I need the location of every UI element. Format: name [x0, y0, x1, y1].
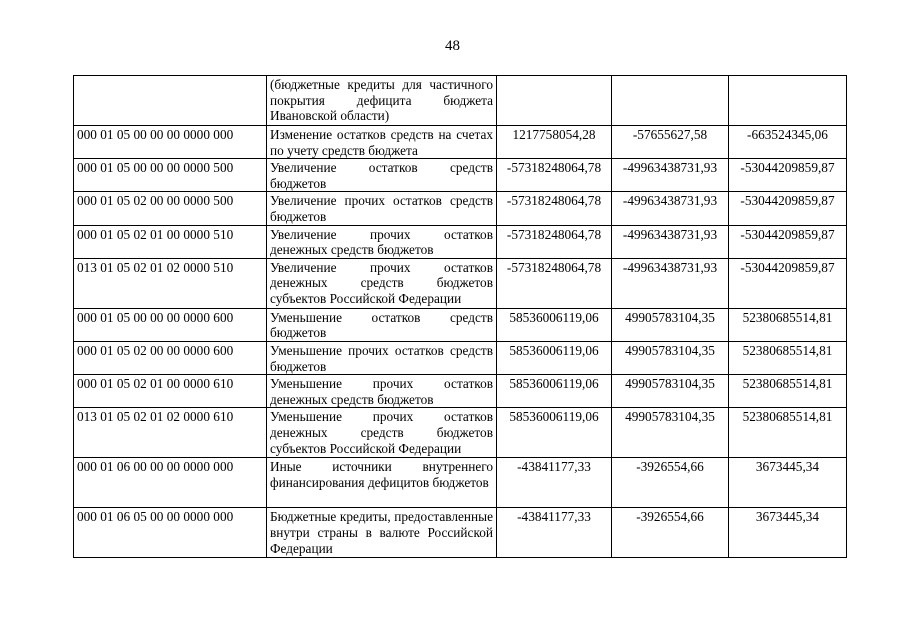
source-name-cell: Уменьшение прочих остатков денежных средств бюджетов: [267, 375, 497, 408]
source-name-cell: Изменение остатков средств на счетах по учету средств бюджета: [267, 126, 497, 159]
amount-year-3-cell: 3673445,34: [729, 458, 847, 508]
amount-year-3-cell: [729, 76, 847, 126]
source-name-cell: (бюджетные кредиты для частичного покрытия дефицита бюджета Ивановской области): [267, 76, 497, 126]
classification-code-cell: 000 01 06 00 00 00 0000 000: [74, 458, 267, 508]
amount-year-2-cell: -57655627,58: [612, 126, 729, 159]
amount-year-1-cell: -57318248064,78: [497, 159, 612, 192]
source-name-cell: Уменьшение остатков средств бюджетов: [267, 308, 497, 341]
amount-year-3-cell: 52380685514,81: [729, 375, 847, 408]
table-row: [74, 341, 847, 374]
amount-year-3-cell: -663524345,06: [729, 126, 847, 159]
amount-year-1-cell: 1217758054,28: [497, 126, 612, 159]
table-row: [74, 225, 847, 258]
table-body: [74, 76, 847, 558]
table-row: [74, 76, 847, 126]
classification-code-cell: 000 01 05 02 00 00 0000 500: [74, 192, 267, 225]
amount-year-3-cell: 52380685514,81: [729, 408, 847, 458]
source-name-cell: Уменьшение прочих остатков денежных средств бюджетов субъектов Российской Федерации: [267, 408, 497, 458]
amount-year-1-cell: 58536006119,06: [497, 375, 612, 408]
amount-year-1-cell: 58536006119,06: [497, 341, 612, 374]
amount-year-2-cell: -49963438731,93: [612, 192, 729, 225]
source-name-cell: Увеличение прочих остатков средств бюджетов: [267, 192, 497, 225]
amount-year-1-cell: -57318248064,78: [497, 258, 612, 308]
table-row: [74, 408, 847, 458]
amount-year-3-cell: -53044209859,87: [729, 225, 847, 258]
classification-code-cell: 000 01 05 02 00 00 0000 600: [74, 341, 267, 374]
amount-year-1-cell: -43841177,33: [497, 508, 612, 558]
amount-year-2-cell: -49963438731,93: [612, 258, 729, 308]
source-name-cell: Иные источники внутреннего финансирования дефицитов бюджетов: [267, 458, 497, 508]
table-row: [74, 126, 847, 159]
amount-year-2-cell: 49905783104,35: [612, 408, 729, 458]
amount-year-1-cell: [497, 76, 612, 126]
table-row: [74, 258, 847, 308]
classification-code-cell: 000 01 05 02 01 00 0000 610: [74, 375, 267, 408]
amount-year-3-cell: -53044209859,87: [729, 258, 847, 308]
amount-year-3-cell: 52380685514,81: [729, 308, 847, 341]
table-row: [74, 159, 847, 192]
classification-code-cell: 000 01 05 00 00 00 0000 600: [74, 308, 267, 341]
amount-year-2-cell: -3926554,66: [612, 458, 729, 508]
source-name-cell: Увеличение прочих остатков денежных средств бюджетов: [267, 225, 497, 258]
amount-year-1-cell: 58536006119,06: [497, 408, 612, 458]
amount-year-1-cell: 58536006119,06: [497, 308, 612, 341]
page-number: 48: [445, 38, 460, 54]
amount-year-2-cell: 49905783104,35: [612, 341, 729, 374]
table-row: [74, 458, 847, 508]
source-name-cell: Уменьшение прочих остатков средств бюджетов: [267, 341, 497, 374]
amount-year-3-cell: -53044209859,87: [729, 192, 847, 225]
amount-year-2-cell: 49905783104,35: [612, 375, 729, 408]
classification-code-cell: 000 01 06 05 00 00 0000 000: [74, 508, 267, 558]
amount-year-2-cell: -49963438731,93: [612, 159, 729, 192]
amount-year-1-cell: -57318248064,78: [497, 225, 612, 258]
table-row: [74, 192, 847, 225]
classification-code-cell: 013 01 05 02 01 02 0000 610: [74, 408, 267, 458]
classification-code-cell: 000 01 05 00 00 00 0000 000: [74, 126, 267, 159]
classification-code-cell: 013 01 05 02 01 02 0000 510: [74, 258, 267, 308]
amount-year-2-cell: 49905783104,35: [612, 308, 729, 341]
classification-code-cell: 000 01 05 00 00 00 0000 500: [74, 159, 267, 192]
classification-code-cell: 000 01 05 02 01 00 0000 510: [74, 225, 267, 258]
amount-year-2-cell: -3926554,66: [612, 508, 729, 558]
amount-year-2-cell: [612, 76, 729, 126]
source-name-cell: Увеличение прочих остатков денежных средств бюджетов субъектов Российской Федерации: [267, 258, 497, 308]
table-row: [74, 308, 847, 341]
budget-sources-table: [73, 75, 847, 558]
amount-year-3-cell: -53044209859,87: [729, 159, 847, 192]
amount-year-2-cell: -49963438731,93: [612, 225, 729, 258]
amount-year-3-cell: 52380685514,81: [729, 341, 847, 374]
source-name-cell: Увеличение остатков средств бюджетов: [267, 159, 497, 192]
amount-year-3-cell: 3673445,34: [729, 508, 847, 558]
table-row: [74, 508, 847, 558]
amount-year-1-cell: -43841177,33: [497, 458, 612, 508]
classification-code-cell: [74, 76, 267, 126]
source-name-cell: Бюджетные кредиты, предоставленные внутри страны в валюте Российской Федерации: [267, 508, 497, 558]
amount-year-1-cell: -57318248064,78: [497, 192, 612, 225]
table-row: [74, 375, 847, 408]
